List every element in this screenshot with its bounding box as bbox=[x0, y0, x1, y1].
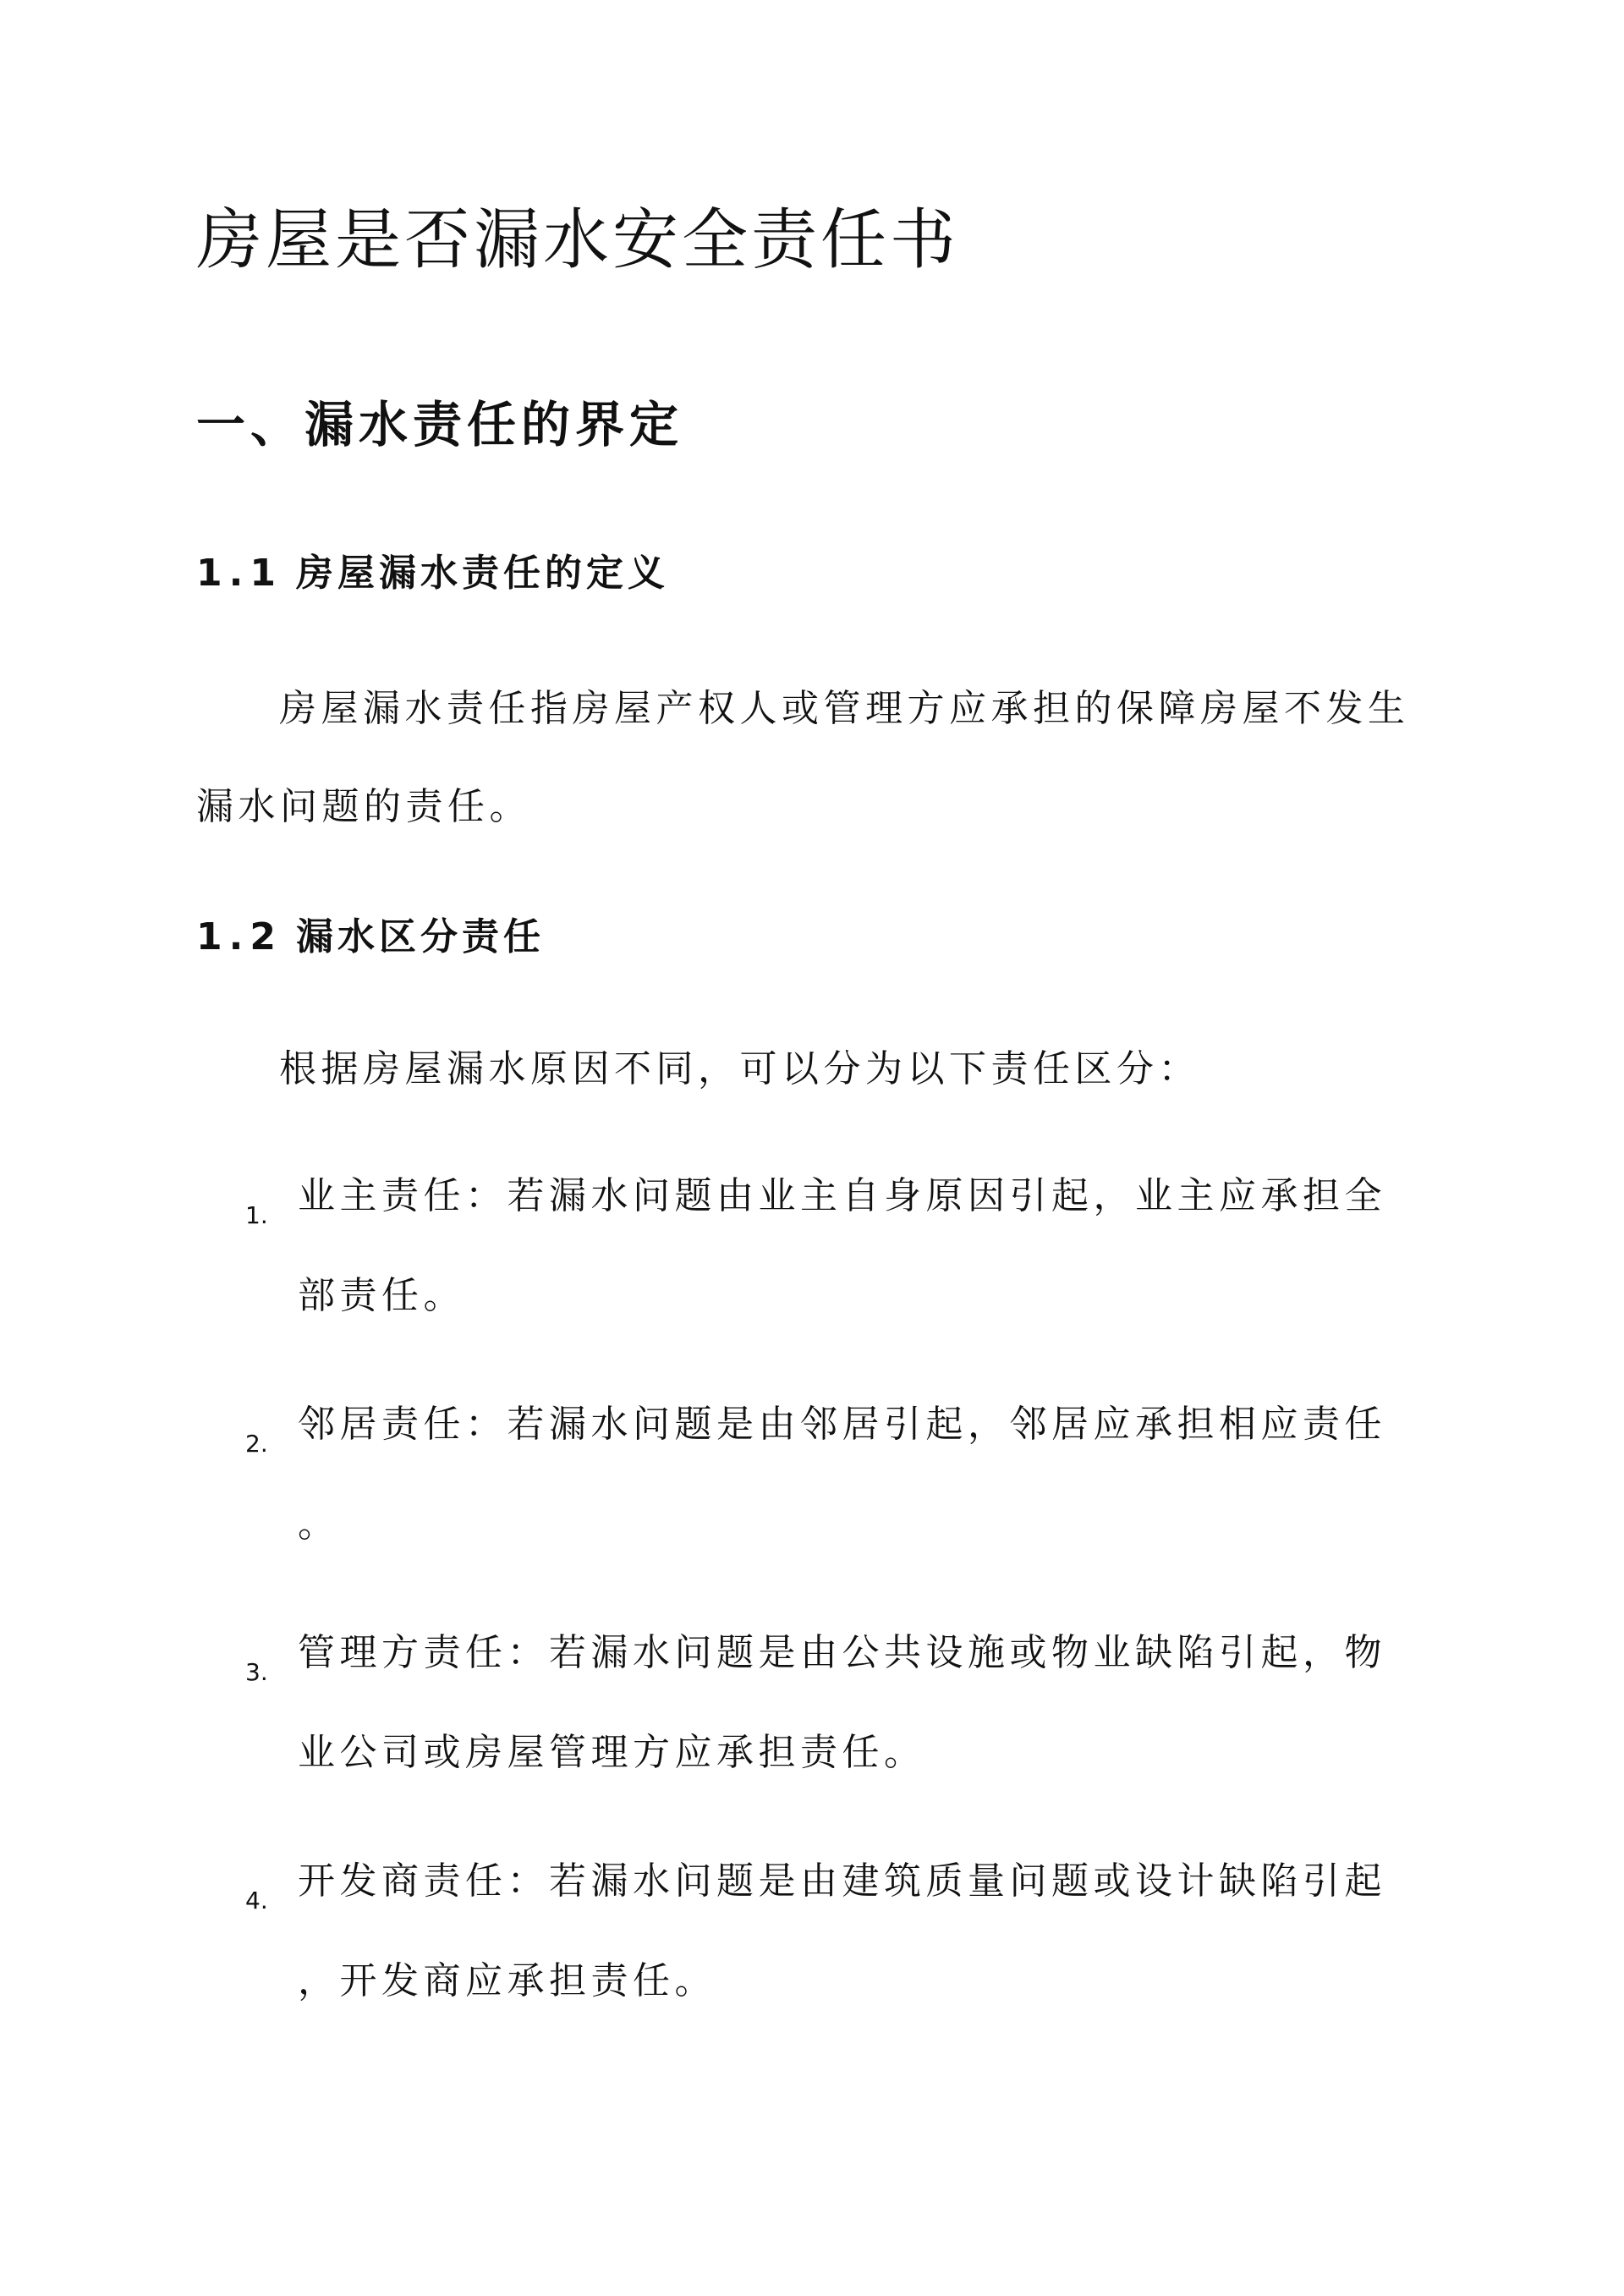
list-item-number: 2. bbox=[245, 1430, 268, 1458]
list-item-line: 业公司或房屋管理方应承担责任。 bbox=[298, 1731, 926, 1774]
subsection-title: 房屋漏水责任的定义 bbox=[296, 552, 669, 595]
section-heading-1: 一、漏水责任的界定 bbox=[196, 396, 684, 453]
subsection-number: 1.1 bbox=[196, 552, 283, 595]
list-item-line: 开发商责任：若漏水问题是由建筑质量问题或设计缺陷引起 bbox=[298, 1859, 1386, 1903]
document-title: 房屋是否漏水安全责任书 bbox=[196, 202, 960, 278]
definition-paragraph-line-1: 房屋漏水责任指房屋产权人或管理方应承担的保障房屋不发生 bbox=[279, 687, 1410, 730]
list-item-line: 。 bbox=[298, 1502, 340, 1546]
subsection-heading-1-2 bbox=[196, 915, 545, 960]
list-item-line: ，开发商应承担责任。 bbox=[298, 1959, 716, 2002]
list-item-number: 3. bbox=[245, 1658, 268, 1686]
list-item-number: 1. bbox=[245, 1201, 268, 1229]
definition-paragraph-line-2: 漏水问题的责任。 bbox=[196, 785, 531, 828]
list-item-line: 管理方责任：若漏水问题是由公共设施或物业缺陷引起，物 bbox=[298, 1631, 1386, 1674]
subsection-heading-1-1 bbox=[196, 552, 669, 596]
responsibility-intro-paragraph: 根据房屋漏水原因不同，可以分为以下责任区分： bbox=[279, 1047, 1200, 1090]
list-item-line: 邻居责任：若漏水问题是由邻居引起，邻居应承担相应责任 bbox=[298, 1403, 1386, 1446]
list-item-line: 业主责任：若漏水问题由业主自身原因引起，业主应承担全 bbox=[298, 1174, 1386, 1217]
subsection-title: 漏水区分责任 bbox=[296, 915, 545, 958]
subsection-number: 1.2 bbox=[196, 915, 283, 958]
list-item-number: 4. bbox=[245, 1887, 268, 1914]
list-item-line: 部责任。 bbox=[298, 1274, 465, 1317]
